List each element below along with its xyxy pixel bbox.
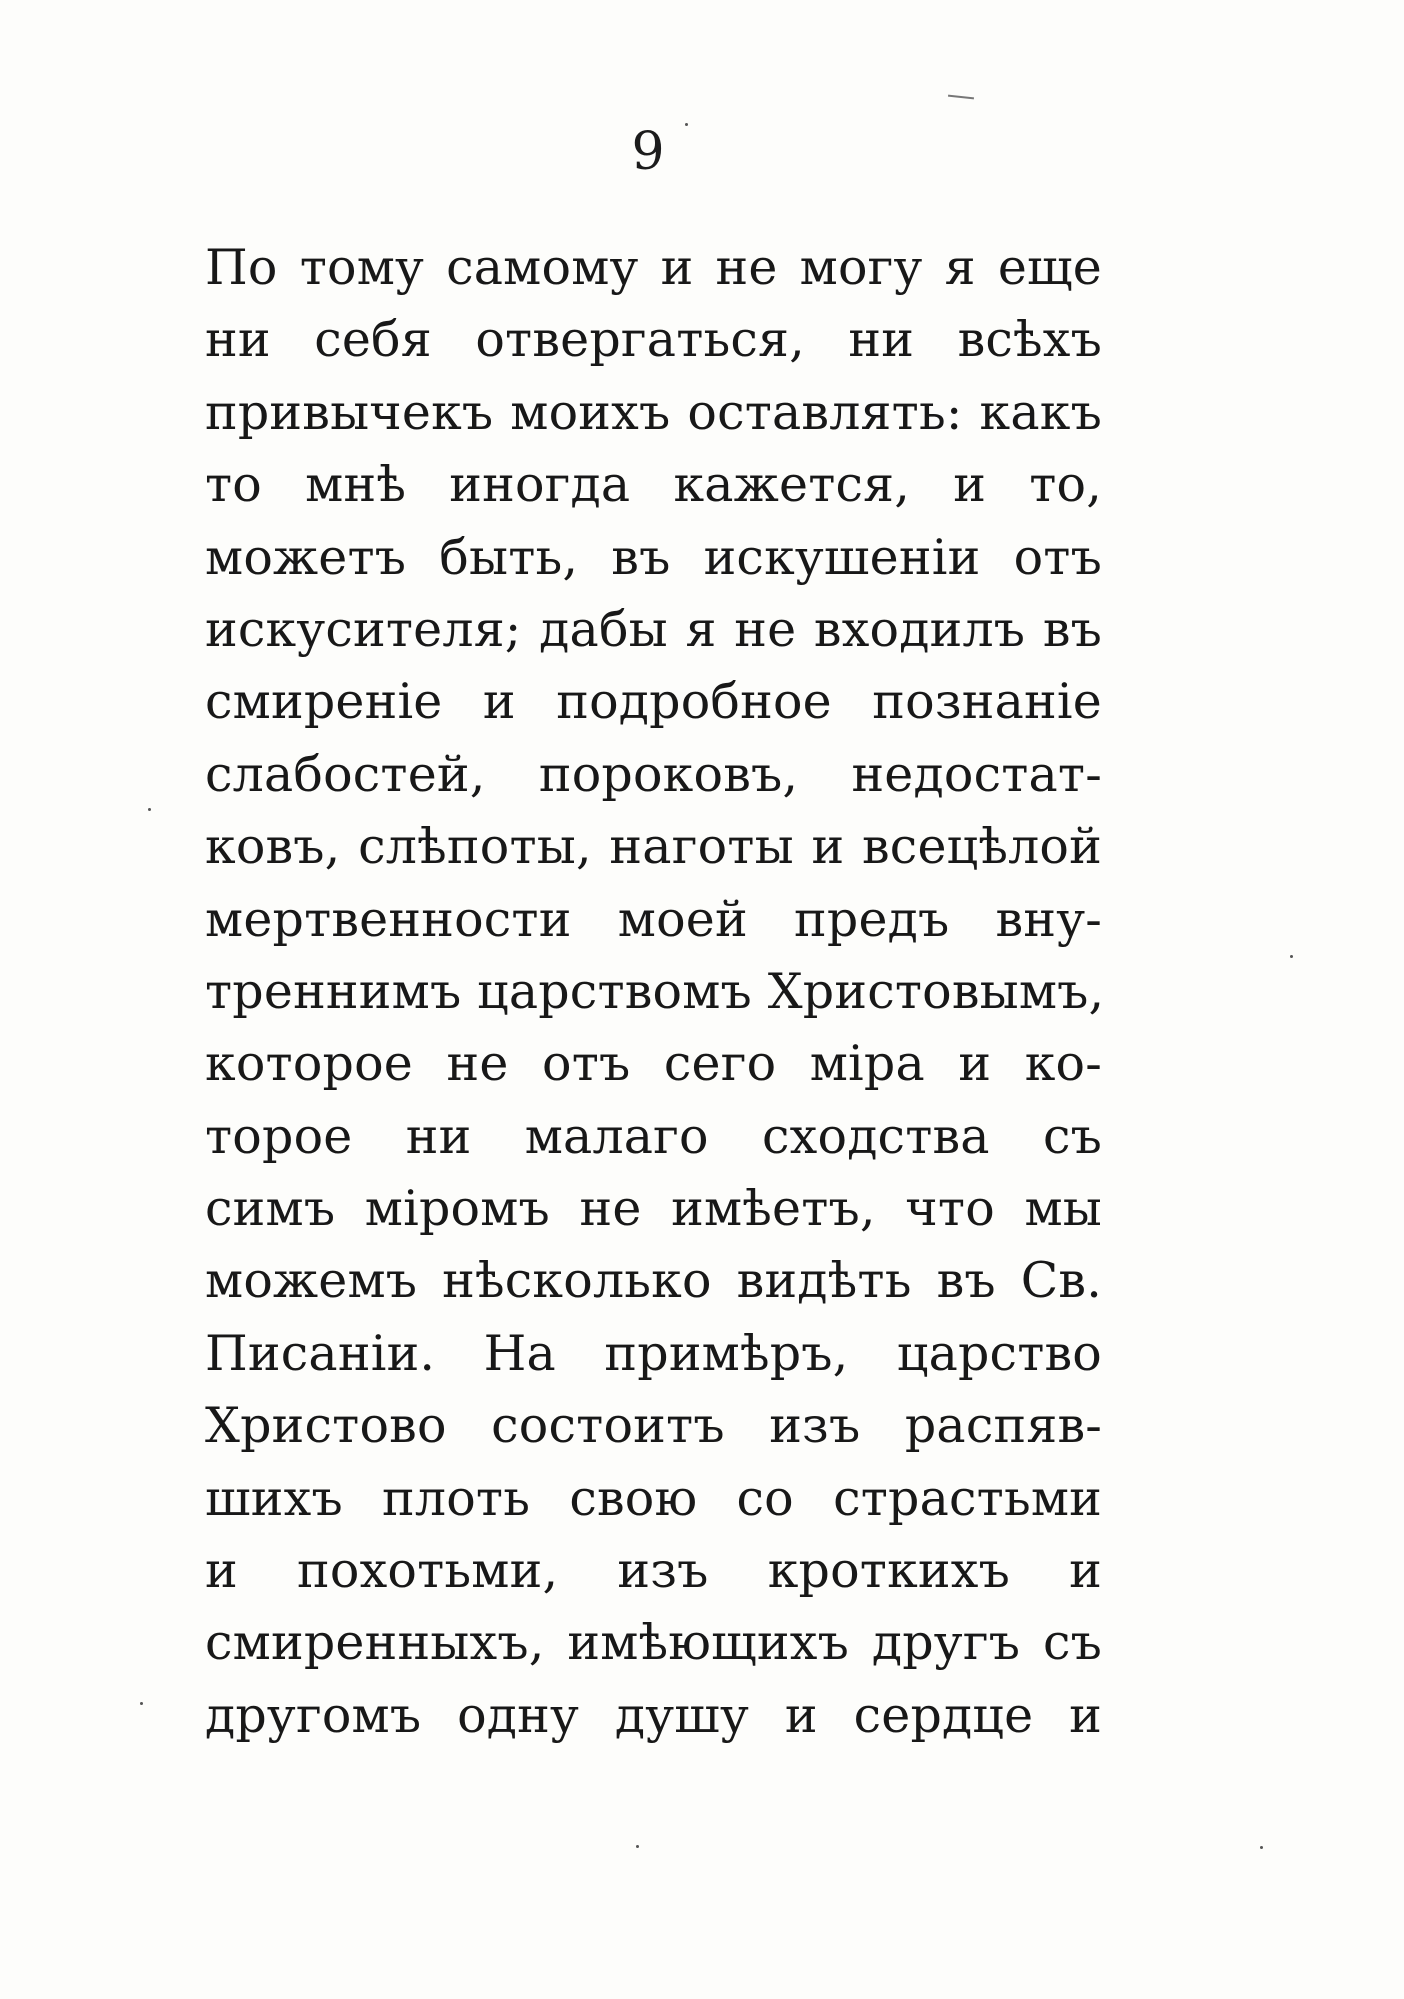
text-line: которое не отъ сего мiра и ко- xyxy=(205,1035,1102,1093)
text-line: другомъ одну душу и сердце и xyxy=(205,1686,1102,1744)
text-line: и похотьми, изъ кроткихъ и xyxy=(205,1542,1102,1600)
text-line: ни себя отвергаться, ни всѣхъ xyxy=(205,311,1102,369)
page-text xyxy=(205,232,1105,1752)
text-line: слабостей, пороковъ, недостат- xyxy=(205,745,1102,803)
speck xyxy=(148,808,151,811)
text-line: то мнѣ иногда кажется, и то, xyxy=(205,456,1102,514)
text-line: можетъ быть, въ искушенiи отъ xyxy=(205,528,1102,586)
text-line: смиренiе и подробное познанiе xyxy=(205,673,1102,731)
text-line: искусителя; дабы я не входилъ въ xyxy=(205,600,1102,658)
text-line: Писанiи. На примѣръ, царство xyxy=(205,1324,1102,1382)
text-line: можемъ нѣсколько видѣть въ Св. xyxy=(205,1252,1102,1310)
speck xyxy=(636,1845,639,1848)
text-line: ковъ, слѣпоты, наготы и всецѣлой xyxy=(205,818,1102,876)
text-line: мертвенности моей предъ вну- xyxy=(205,890,1102,948)
speck xyxy=(1290,955,1293,958)
speck xyxy=(140,1702,143,1705)
text-line: смиренныхъ, имѣющихъ другъ съ xyxy=(205,1614,1102,1672)
print-mark xyxy=(948,95,974,100)
text-line: привычекъ моихъ оставлять: какъ xyxy=(205,383,1102,441)
text-line: По тому самому и не могу я еще xyxy=(205,239,1102,296)
text-line: треннимъ царствомъ Христовымъ, xyxy=(205,962,1105,1020)
page-number: 9 xyxy=(631,122,665,182)
text-line: шихъ плоть свою со страстьми xyxy=(205,1469,1102,1527)
speck xyxy=(685,123,688,126)
text-line: симъ мiромъ не имѣетъ, что мы xyxy=(205,1180,1102,1238)
text-line: Христово состоитъ изъ распяв- xyxy=(205,1397,1102,1455)
speck xyxy=(1260,1846,1263,1849)
text-line: торое ни малаго сходства съ xyxy=(205,1107,1102,1165)
